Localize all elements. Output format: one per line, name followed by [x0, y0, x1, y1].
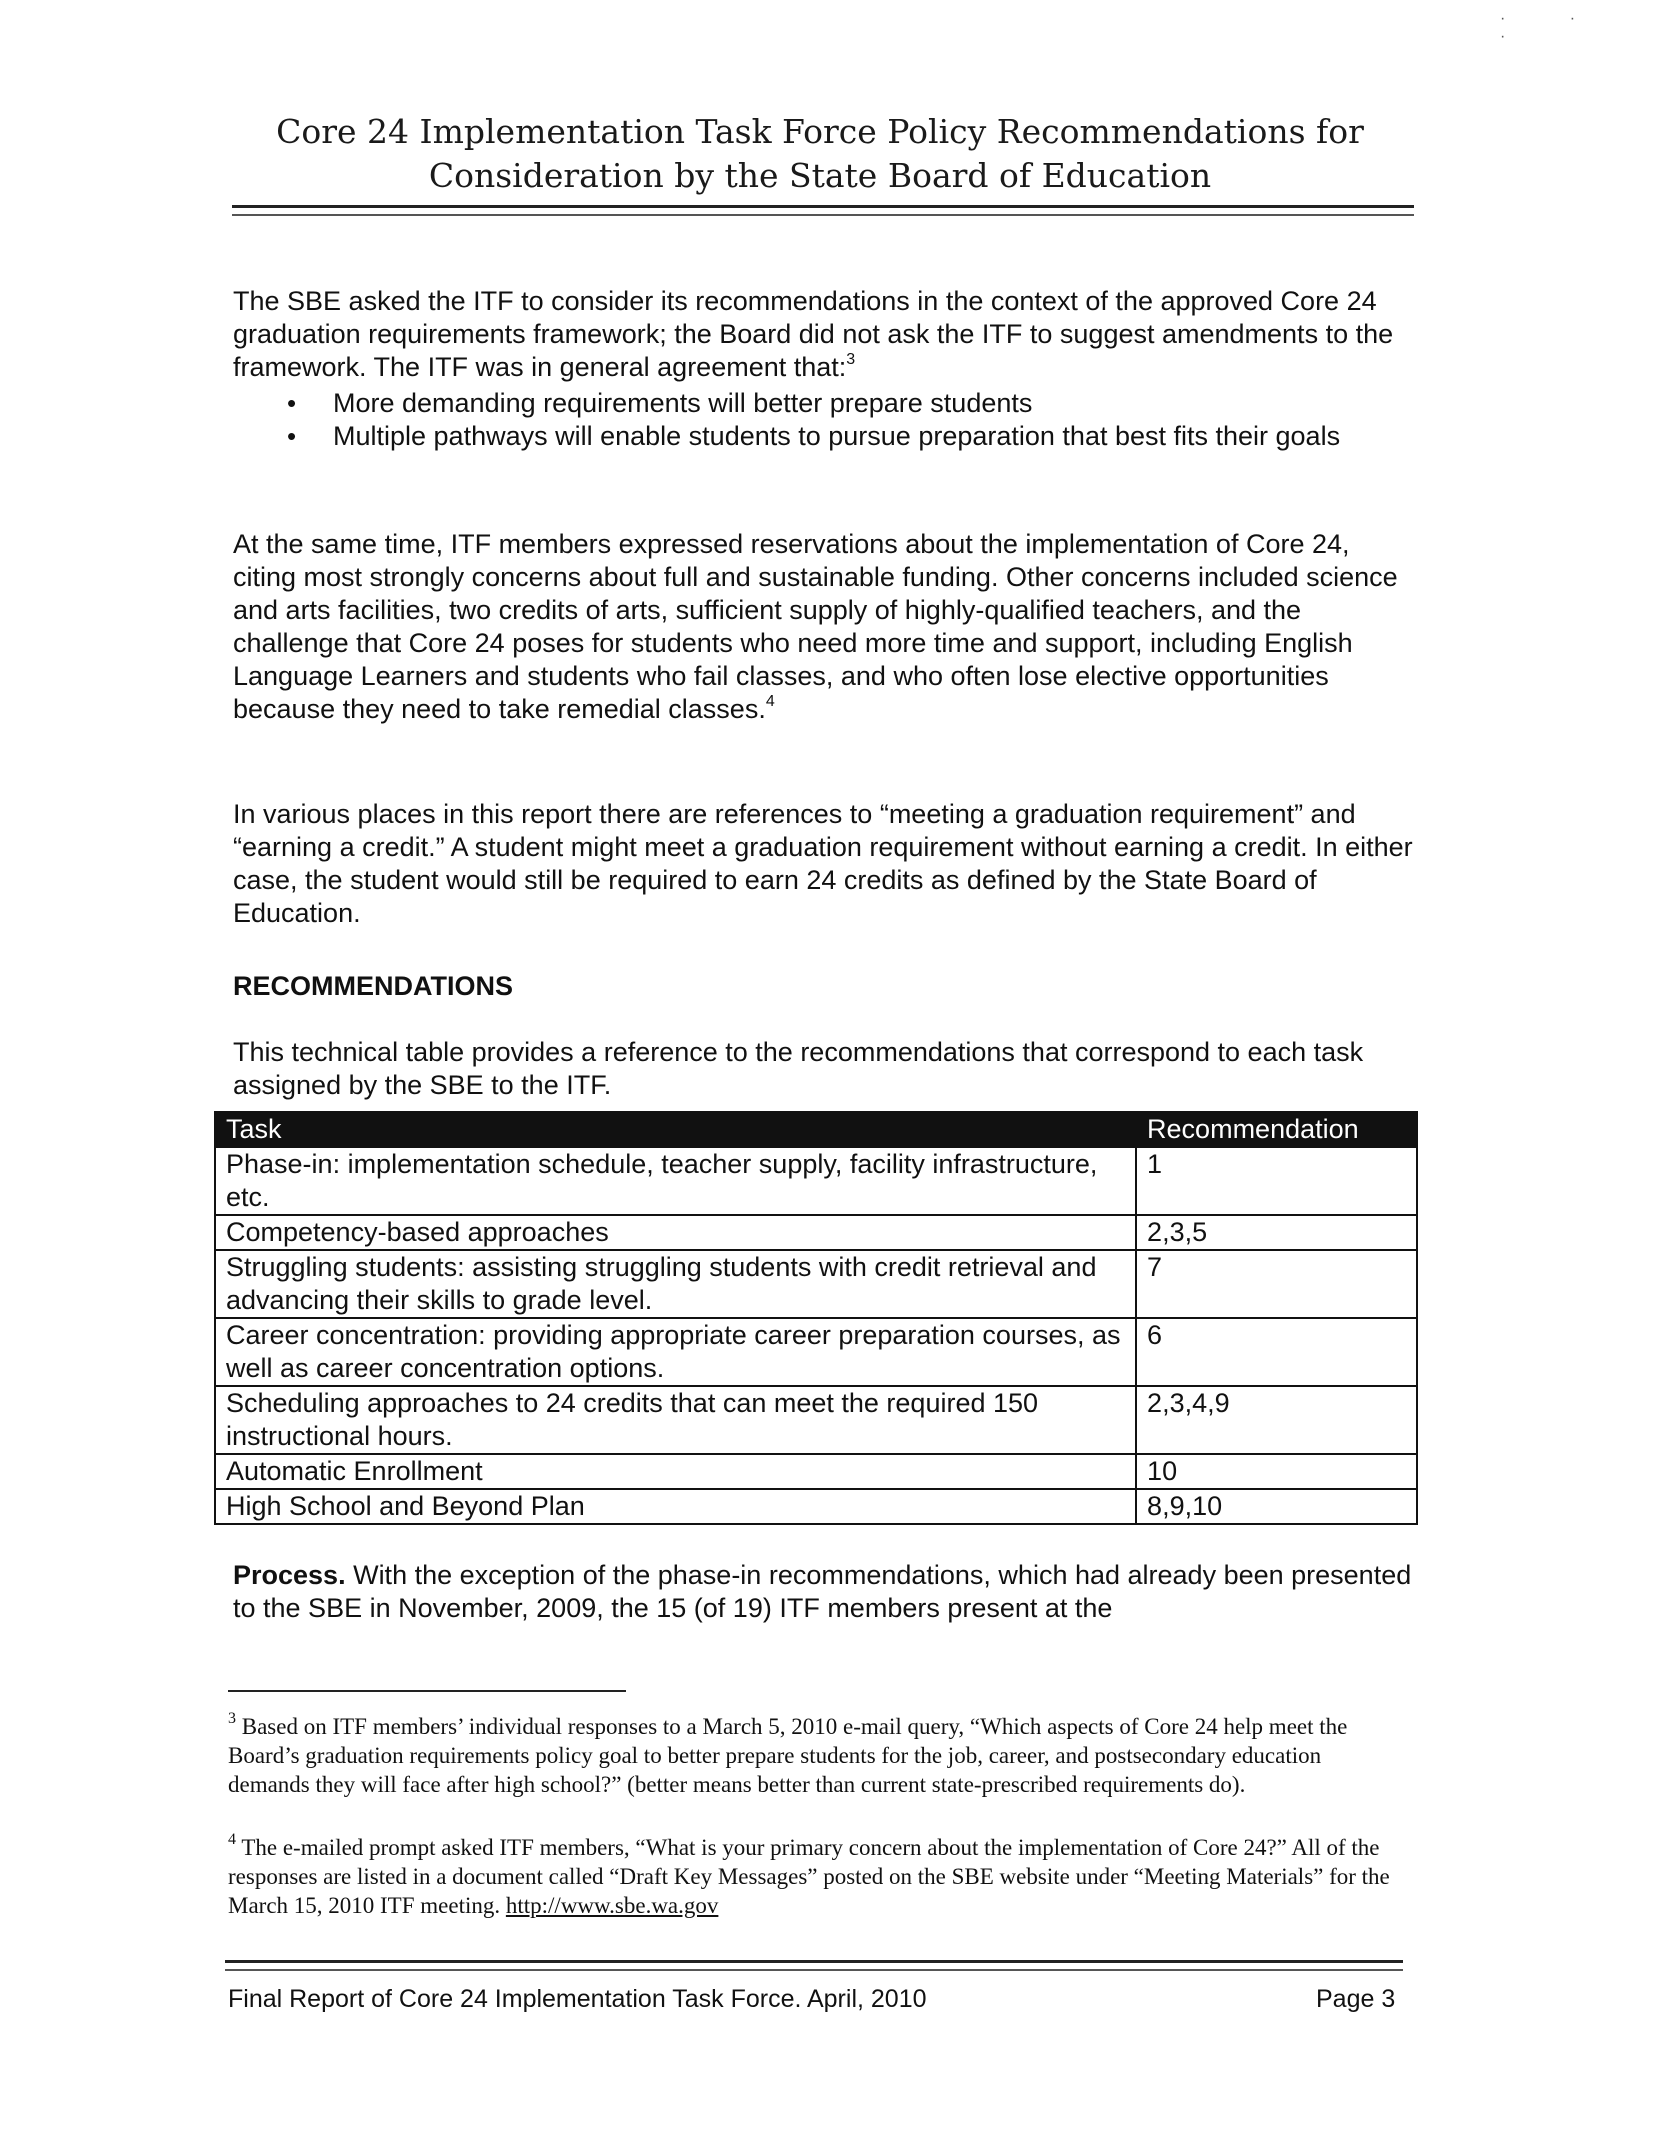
footnote-number: 4: [228, 1831, 236, 1849]
page-header-title: [230, 110, 1410, 198]
task-cell: Competency-based approaches: [215, 1215, 1136, 1250]
footnote-3: [228, 1712, 1408, 1799]
task-cell: Scheduling approaches to 24 credits that can meet the required 150 instructional hours.: [215, 1386, 1136, 1454]
reservations-text: At the same time, ITF members expressed reservations about the implementation of Core 24, citing most strongly concerns about full and sustainable funding. Other concerns included science and arts facilities, two credits of arts, sufficient supply of highly-qualified teachers, and the challenge that Core 24 poses for students who need more time and support, including English Language Learners and students who fail classes, and who often lose elective opportunities because they need to take remedial classes.: [233, 529, 1398, 724]
column-header-recommendation: Recommendation: [1136, 1112, 1417, 1147]
footer-report-title: Final Report of Core 24 Implementation Task Force. April, 2010: [228, 1985, 927, 2013]
task-cell: High School and Beyond Plan: [215, 1489, 1136, 1524]
footnote-ref-4: 4: [765, 693, 775, 710]
task-cell: Automatic Enrollment: [215, 1454, 1136, 1489]
sbe-website-link[interactable]: http://www.sbe.wa.gov: [505, 1893, 719, 1918]
agreement-bullet-list: [233, 387, 1413, 453]
process-paragraph: [233, 1559, 1413, 1625]
recommendation-cell: 1: [1136, 1147, 1417, 1215]
task-recommendation-table: [214, 1111, 1418, 1525]
header-title-line-2: Consideration by the State Board of Education: [428, 156, 1212, 195]
recommendation-cell: 2,3,4,9: [1136, 1386, 1417, 1454]
credits-paragraph: In various places in this report there are references to “meeting a graduation requirement” and “earning a credit.” A student might meet a graduation requirement without earning a credit. In either case, the student would still be required to earn 24 credits as defined by the State Board of Education.: [233, 799, 1413, 928]
column-header-task: Task: [215, 1112, 1136, 1147]
recommendation-cell: 6: [1136, 1318, 1417, 1386]
process-lead: Process.: [233, 1560, 346, 1590]
table-row: [215, 1489, 1417, 1524]
recommendation-cell: 8,9,10: [1136, 1489, 1417, 1524]
footnote-4: [228, 1833, 1408, 1920]
recommendation-cell: 10: [1136, 1454, 1417, 1489]
bullet-item: [233, 420, 1413, 453]
footnote-ref-3: 3: [846, 351, 856, 368]
footnote-divider: [228, 1690, 626, 1692]
table-row: [215, 1318, 1417, 1386]
table-header-row: [215, 1112, 1417, 1147]
recommendation-cell: 7: [1136, 1250, 1417, 1318]
recommendation-cell: 2,3,5: [1136, 1215, 1417, 1250]
footer-page-number: Page 3: [1316, 1985, 1396, 2013]
table-intro-paragraph: This technical table provides a reference to the recommendations that correspond to each task assigned by the SBE to the ITF.: [233, 1037, 1364, 1100]
task-cell: Struggling students: assisting struggling students with credit retrieval and advancing their skills to grade level.: [215, 1250, 1136, 1318]
task-cell: Phase-in: implementation schedule, teacher supply, facility infrastructure, etc.: [215, 1147, 1136, 1215]
table-row: [215, 1250, 1417, 1318]
table-row: [215, 1386, 1417, 1454]
bullet-item: [233, 387, 1413, 420]
intro-text: The SBE asked the ITF to consider its recommendations in the context of the approved Core 24 graduation requirements framework; the Board did not ask the ITF to suggest amendments to the framework. The ITF was in general agreement that:: [233, 286, 1394, 382]
table-row: [215, 1147, 1417, 1215]
bullet-text: More demanding requirements will better prepare students: [333, 388, 1033, 418]
process-text: With the exception of the phase-in recommendations, which had already been presented to the SBE in November, 2009, the 15 (of 19) ITF members present at the: [233, 1560, 1412, 1623]
bullet-dot-icon: •: [287, 388, 297, 418]
table-row: [215, 1454, 1417, 1489]
footnote-number: 3: [228, 1710, 236, 1728]
header-title-line-1: Core 24 Implementation Task Force Policy Recommendations for: [276, 112, 1364, 151]
scan-specks: · · ·: [1500, 10, 1606, 45]
footnote-text: Based on ITF members’ individual responses to a March 5, 2010 e-mail query, “Which aspects of Core 24 help meet the Board’s graduation requirements policy goal to better prepare students for the job, career, and postsecondary education demands they will face after high school?” (better means better than current state-prescribed requirements do).: [228, 1714, 1348, 1797]
table-row: [215, 1215, 1417, 1250]
bullet-dot-icon: •: [287, 421, 297, 451]
footer-divider: [225, 1960, 1403, 1971]
reservations-paragraph: [233, 528, 1413, 726]
recommendations-heading: RECOMMENDATIONS: [233, 971, 513, 1001]
task-cell: Career concentration: providing appropriate career preparation courses, as well as career concentration options.: [215, 1318, 1136, 1386]
header-divider: [232, 205, 1414, 216]
footnote-text: The e-mailed prompt asked ITF members, “What is your primary concern about the implementation of Core 24?” All of the responses are listed in a document called “Draft Key Messages” posted on the SBE website under “Meeting Materials” for the March 15, 2010 ITF meeting.: [228, 1835, 1390, 1918]
intro-paragraph: [233, 285, 1413, 384]
bullet-text: Multiple pathways will enable students to pursue preparation that best fits their goals: [333, 421, 1341, 451]
